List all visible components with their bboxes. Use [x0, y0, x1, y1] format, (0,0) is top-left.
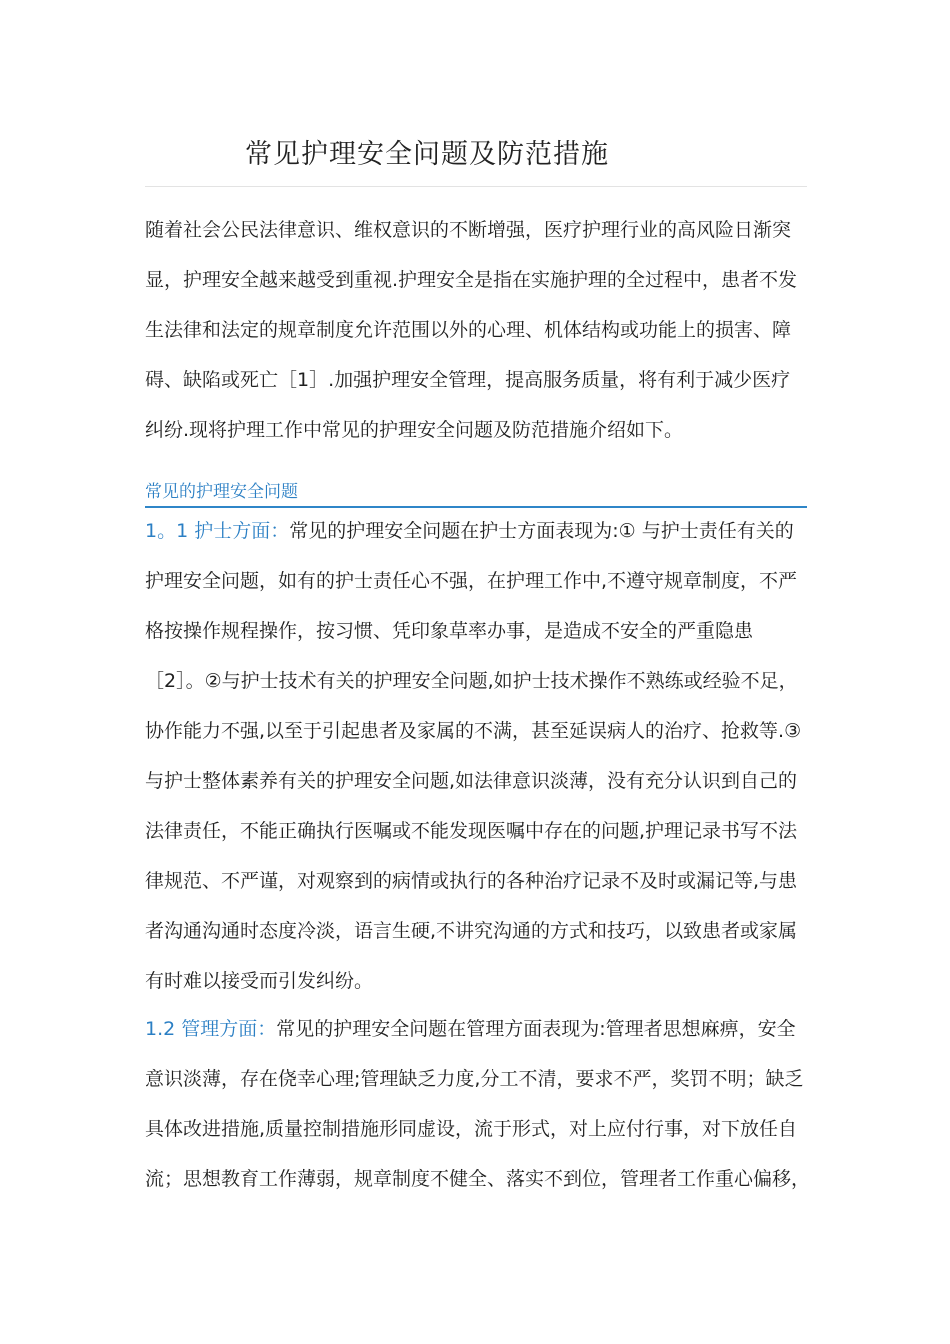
body-line: 者沟通沟通时态度冷淡，语言生硬,不讲究沟通的方式和技巧，以致患者或家属	[145, 920, 798, 942]
management-aspect-first-text: 常见的护理安全问题在管理方面表现为:管理者思想麻痹，安全	[276, 1018, 796, 1040]
body-line: 法律责任，不能正确执行医嘱或不能发现医嘱中存在的问题,护理记录书写不法	[145, 820, 798, 842]
nurse-aspect-first-text: 常见的护理安全问题在护士方面表现为:① 与护士责任有关的	[289, 520, 794, 542]
nurse-aspect-first-line	[145, 506, 807, 556]
body-line: 流；思想教育工作薄弱，规章制度不健全、落实不到位，管理者工作重心偏移，	[145, 1168, 811, 1190]
intro-line: 显，护理安全越来越受到重视.护理安全是指在实施护理的全过程中，患者不发	[145, 269, 798, 291]
body-line: ［2］。②与护士技术有关的护理安全问题,如护士技术操作不熟练或经验不足，	[145, 670, 798, 692]
intro-line: 纠纷.现将护理工作中常见的护理安全问题及防范措施介绍如下。	[145, 419, 684, 441]
intro-line: 生法律和法定的规章制度允许范围以外的心理、机体结构或功能上的损害、障	[145, 319, 792, 341]
body-line: 律规范、不严谨，对观察到的病情或执行的各种治疗记录不及时或漏记等,与患	[145, 870, 798, 892]
body-line: 具体改进措施,质量控制措施形同虚设，流于形式，对上应付行事，对下放任自	[145, 1118, 798, 1140]
nurse-aspect-colon: ：	[270, 520, 290, 542]
intro-line: 随着社会公民法律意识、维权意识的不断增强，医疗护理行业的高风险日渐突	[145, 219, 792, 241]
management-aspect-paragraph	[145, 1004, 811, 1204]
section-heading: 常见的护理安全问题	[145, 478, 807, 508]
body-line: 护理安全问题，如有的护士责任心不强，在护理工作中,不遵守规章制度，不严	[145, 570, 798, 592]
body-line: 有时难以接受而引发纠纷。	[145, 970, 374, 992]
management-aspect-colon: ：	[257, 1018, 277, 1040]
intro-paragraph	[145, 205, 807, 455]
management-aspect-label: 1.2 管理方面	[145, 1018, 258, 1040]
management-aspect-first-line	[145, 1004, 807, 1054]
document-title: 常见护理安全问题及防范措施	[245, 139, 609, 170]
body-line: 协作能力不强,以至于引起患者及家属的不满，甚至延误病人的治疗、抢救等.③	[145, 720, 802, 742]
intro-line: 碍、缺陷或死亡［1］.加强护理安全管理，提高服务质量，将有利于减少医疗	[145, 369, 791, 391]
nurse-aspect-paragraph	[145, 506, 807, 1006]
body-line: 与护士整体素养有关的护理安全问题,如法律意识淡薄，没有充分认识到自己的	[145, 770, 798, 792]
body-line: 格按操作规程操作，按习惯、凭印象草率办事，是造成不安全的严重隐患	[145, 620, 754, 642]
nurse-aspect-label: 1。1 护士方面	[145, 520, 271, 542]
body-line: 意识淡薄，存在侥幸心理;管理缺乏力度,分工不清，要求不严，奖罚不明；缺乏	[145, 1068, 804, 1090]
title-divider	[145, 186, 807, 187]
